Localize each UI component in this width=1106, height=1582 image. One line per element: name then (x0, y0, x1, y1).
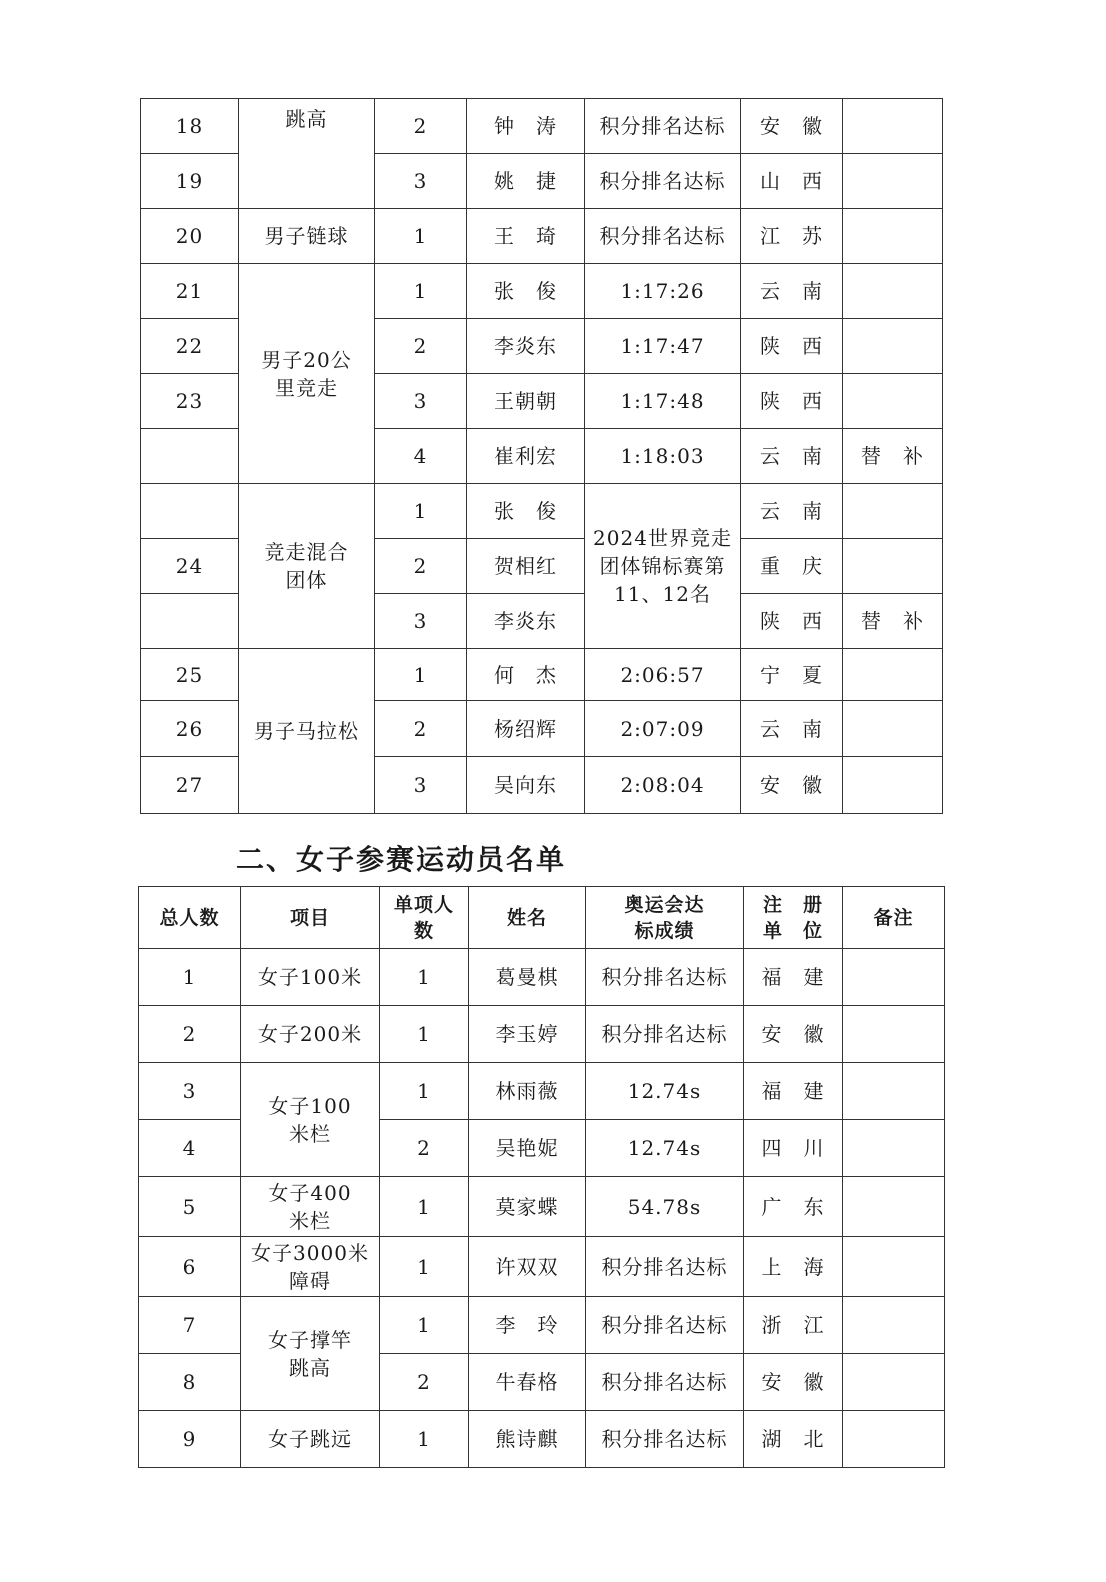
header-unit: 注 册单 位 (744, 887, 843, 949)
event-count-cell: 1 (380, 1297, 469, 1354)
header-event: 项目 (241, 887, 380, 949)
table-row (141, 99, 943, 154)
event-count-cell: 1 (375, 209, 467, 264)
athlete-name-cell: 王 琦 (467, 209, 585, 264)
event-count-cell: 2 (380, 1120, 469, 1177)
athlete-name-cell: 杨绍辉 (467, 701, 585, 757)
athlete-name-cell: 钟 涛 (467, 99, 585, 154)
total-number-cell: 23 (141, 374, 239, 429)
note-cell (843, 1177, 945, 1237)
total-number-cell (141, 594, 239, 649)
unit-cell: 陕 西 (741, 319, 843, 374)
result-cell: 1:17:47 (585, 319, 741, 374)
header-total: 总人数 (139, 887, 241, 949)
event-cell: 男子链球 (239, 209, 375, 264)
event-cell: 女子200米 (241, 1006, 380, 1063)
athlete-name-cell: 贺相红 (467, 539, 585, 594)
athlete-name-cell: 莫家蝶 (469, 1177, 586, 1237)
table-row (141, 264, 943, 319)
unit-cell: 福 建 (744, 949, 843, 1006)
athlete-name-cell: 崔利宏 (467, 429, 585, 484)
table-row (139, 1297, 945, 1354)
total-number-cell: 20 (141, 209, 239, 264)
note-cell (843, 209, 943, 264)
event-count-cell: 1 (375, 264, 467, 319)
header-note: 备注 (843, 887, 945, 949)
total-number-cell: 24 (141, 539, 239, 594)
athlete-name-cell: 牛春格 (469, 1354, 586, 1411)
total-number-cell: 26 (141, 701, 239, 757)
event-count-cell: 3 (375, 154, 467, 209)
result-cell: 54.78s (586, 1177, 744, 1237)
result-cell: 积分排名达标 (585, 99, 741, 154)
result-cell: 积分排名达标 (586, 1411, 744, 1468)
table-header-row (139, 887, 945, 949)
note-cell (843, 1120, 945, 1177)
note-cell (843, 1237, 945, 1297)
unit-cell: 云 南 (741, 429, 843, 484)
unit-cell: 山 西 (741, 154, 843, 209)
athlete-name-cell: 许双双 (469, 1237, 586, 1297)
total-number-cell: 18 (141, 99, 239, 154)
note-cell (843, 1006, 945, 1063)
event-count-cell: 2 (375, 99, 467, 154)
unit-cell: 云 南 (741, 264, 843, 319)
total-number-cell (141, 429, 239, 484)
result-cell: 积分排名达标 (586, 1006, 744, 1063)
athlete-name-cell: 何 杰 (467, 649, 585, 701)
event-count-cell: 1 (380, 1411, 469, 1468)
result-cell: 积分排名达标 (586, 1297, 744, 1354)
athlete-name-cell: 李炎东 (467, 319, 585, 374)
table-row (139, 1411, 945, 1468)
event-cell: 女子100米栏 (241, 1063, 380, 1177)
unit-cell: 安 徽 (741, 99, 843, 154)
note-cell (843, 1411, 945, 1468)
unit-cell: 浙 江 (744, 1297, 843, 1354)
athlete-name-cell: 张 俊 (467, 484, 585, 539)
result-cell: 积分排名达标 (586, 1237, 744, 1297)
result-cell: 2024世界竞走团体锦标赛第11、12名 (585, 484, 741, 649)
athlete-name-cell: 王朝朝 (467, 374, 585, 429)
total-number-cell: 6 (139, 1237, 241, 1297)
unit-cell: 安 徽 (744, 1354, 843, 1411)
table-row (141, 484, 943, 539)
event-count-cell: 1 (375, 649, 467, 701)
result-cell: 积分排名达标 (586, 1354, 744, 1411)
note-cell (843, 539, 943, 594)
note-cell (843, 1297, 945, 1354)
unit-cell: 福 建 (744, 1063, 843, 1120)
unit-cell: 湖 北 (744, 1411, 843, 1468)
event-cell: 跳高 (239, 99, 375, 209)
total-number-cell: 25 (141, 649, 239, 701)
event-cell: 男子20公里竞走 (239, 264, 375, 484)
total-number-cell: 3 (139, 1063, 241, 1120)
note-cell (843, 757, 943, 814)
result-cell: 2:06:57 (585, 649, 741, 701)
note-cell (843, 1063, 945, 1120)
note-cell (843, 701, 943, 757)
total-number-cell: 22 (141, 319, 239, 374)
unit-cell: 江 苏 (741, 209, 843, 264)
total-number-cell: 2 (139, 1006, 241, 1063)
total-number-cell: 9 (139, 1411, 241, 1468)
unit-cell: 广 东 (744, 1177, 843, 1237)
athlete-name-cell: 吴艳妮 (469, 1120, 586, 1177)
event-count-cell: 1 (380, 1177, 469, 1237)
athlete-name-cell: 张 俊 (467, 264, 585, 319)
event-count-cell: 1 (380, 1006, 469, 1063)
note-cell (843, 649, 943, 701)
result-cell: 积分排名达标 (585, 209, 741, 264)
unit-cell: 陕 西 (741, 594, 843, 649)
event-count-cell: 1 (380, 1237, 469, 1297)
result-cell: 2:07:09 (585, 701, 741, 757)
event-count-cell: 2 (375, 539, 467, 594)
result-cell: 积分排名达标 (585, 154, 741, 209)
note-cell (843, 99, 943, 154)
header-name: 姓名 (469, 887, 586, 949)
event-count-cell: 4 (375, 429, 467, 484)
event-count-cell: 1 (380, 949, 469, 1006)
table-row (139, 949, 945, 1006)
total-number-cell: 5 (139, 1177, 241, 1237)
result-cell: 2:08:04 (585, 757, 741, 814)
unit-cell: 云 南 (741, 484, 843, 539)
unit-cell: 四 川 (744, 1120, 843, 1177)
unit-cell: 宁 夏 (741, 649, 843, 701)
unit-cell: 安 徽 (741, 757, 843, 814)
event-count-cell: 1 (375, 484, 467, 539)
table-row (139, 1177, 945, 1237)
event-count-cell: 1 (380, 1063, 469, 1120)
result-cell: 积分排名达标 (586, 949, 744, 1006)
total-number-cell: 1 (139, 949, 241, 1006)
event-count-cell: 2 (375, 701, 467, 757)
event-cell: 竞走混合团体 (239, 484, 375, 649)
athlete-name-cell: 林雨薇 (469, 1063, 586, 1120)
event-cell: 女子撑竿跳高 (241, 1297, 380, 1411)
note-cell (843, 949, 945, 1006)
note-cell (843, 264, 943, 319)
athlete-name-cell: 姚 捷 (467, 154, 585, 209)
table-row (141, 649, 943, 701)
athlete-name-cell: 吴向东 (467, 757, 585, 814)
event-count-cell: 3 (375, 594, 467, 649)
total-number-cell (141, 484, 239, 539)
note-cell (843, 319, 943, 374)
athlete-name-cell: 李 玲 (469, 1297, 586, 1354)
athlete-name-cell: 李玉婷 (469, 1006, 586, 1063)
event-count-cell: 3 (375, 374, 467, 429)
note-cell (843, 374, 943, 429)
total-number-cell: 4 (139, 1120, 241, 1177)
total-number-cell: 27 (141, 757, 239, 814)
header-result: 奥运会达标成绩 (586, 887, 744, 949)
section-heading: 二、女子参赛运动员名单 (236, 843, 567, 876)
total-number-cell: 19 (141, 154, 239, 209)
result-cell: 12.74s (586, 1120, 744, 1177)
unit-cell: 上 海 (744, 1237, 843, 1297)
table-row (139, 1237, 945, 1297)
total-number-cell: 7 (139, 1297, 241, 1354)
result-cell: 12.74s (586, 1063, 744, 1120)
note-cell: 替 补 (843, 594, 943, 649)
event-cell: 女子400米栏 (241, 1177, 380, 1237)
men-athletes-table (140, 98, 943, 814)
header-count: 单项人数 (380, 887, 469, 949)
event-cell: 女子跳远 (241, 1411, 380, 1468)
table-row (141, 209, 943, 264)
total-number-cell: 8 (139, 1354, 241, 1411)
total-number-cell: 21 (141, 264, 239, 319)
result-cell: 1:18:03 (585, 429, 741, 484)
result-cell: 1:17:26 (585, 264, 741, 319)
unit-cell: 云 南 (741, 701, 843, 757)
athlete-name-cell: 熊诗麒 (469, 1411, 586, 1468)
result-cell: 1:17:48 (585, 374, 741, 429)
table-row (139, 1006, 945, 1063)
athlete-name-cell: 李炎东 (467, 594, 585, 649)
event-cell: 女子3000米障碍 (241, 1237, 380, 1297)
athlete-name-cell: 葛曼棋 (469, 949, 586, 1006)
event-count-cell: 3 (375, 757, 467, 814)
note-cell: 替 补 (843, 429, 943, 484)
note-cell (843, 1354, 945, 1411)
table-row (139, 1063, 945, 1120)
event-count-cell: 2 (380, 1354, 469, 1411)
women-athletes-table (138, 886, 945, 1468)
note-cell (843, 154, 943, 209)
note-cell (843, 484, 943, 539)
unit-cell: 重 庆 (741, 539, 843, 594)
unit-cell: 安 徽 (744, 1006, 843, 1063)
event-count-cell: 2 (375, 319, 467, 374)
event-cell: 男子马拉松 (239, 649, 375, 814)
event-cell: 女子100米 (241, 949, 380, 1006)
unit-cell: 陕 西 (741, 374, 843, 429)
